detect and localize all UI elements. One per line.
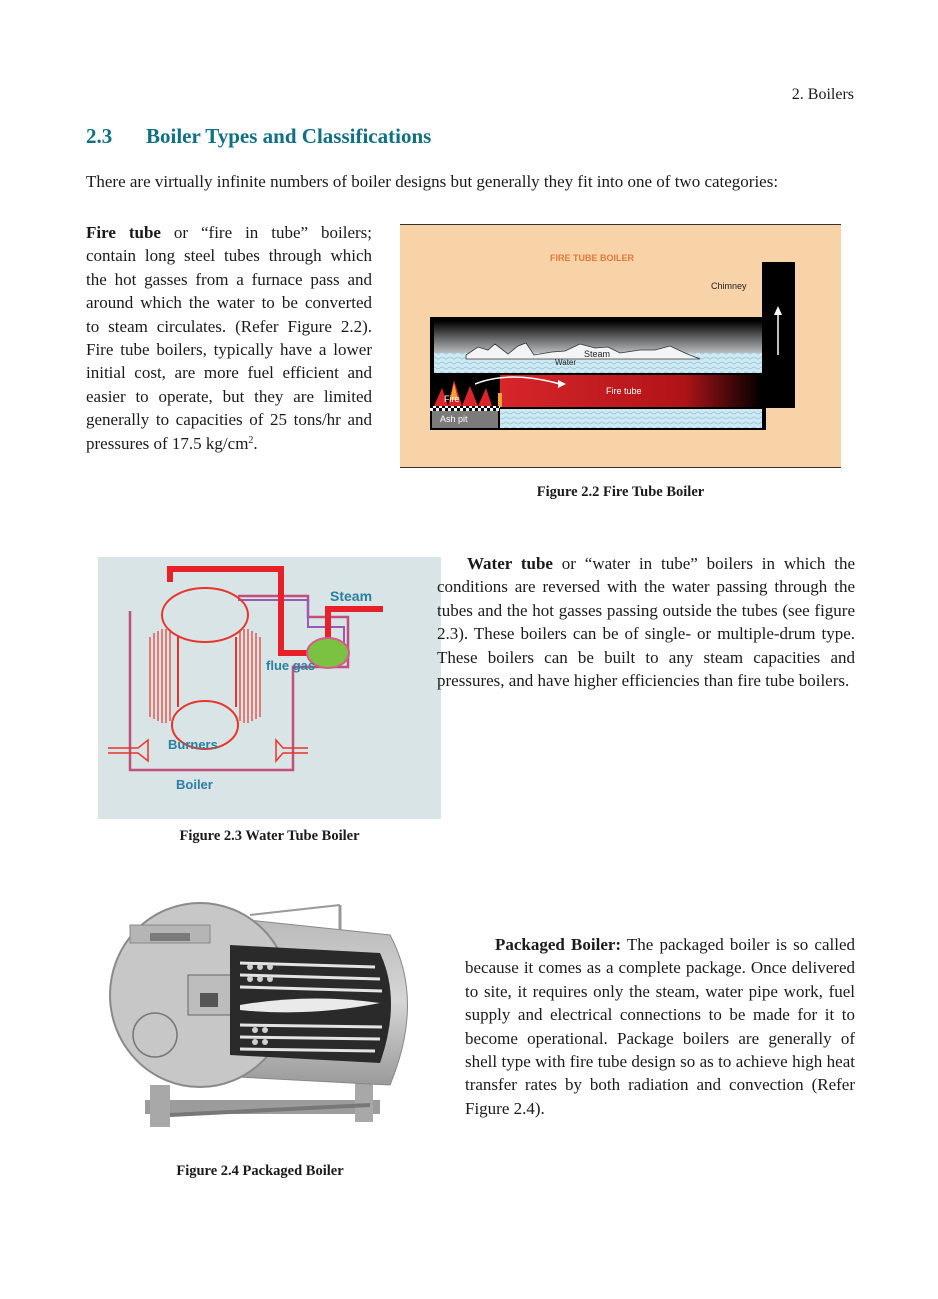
figure-water-tube-boiler (98, 557, 441, 819)
running-head: 2. Boilers (791, 86, 854, 103)
diagram-title: FIRE TUBE BOILER (550, 253, 635, 263)
ash-pit-label: Ash pit (440, 414, 468, 424)
figure-2-3-caption: Figure 2.3 Water Tube Boiler (179, 828, 360, 844)
water-label: Water (555, 358, 577, 367)
burner-left (108, 740, 148, 761)
section-title: Boiler Types and Classifications (146, 124, 432, 148)
fire-tube-paragraph (86, 221, 372, 455)
fire-tube-term: Fire tube (86, 223, 161, 242)
section-number: 2.3 (86, 124, 113, 148)
water-tube-term: Water tube (467, 554, 553, 573)
steam-label: Steam (584, 349, 611, 359)
fire-label: Fire (444, 394, 460, 404)
packaged-boiler-body: The packaged boiler is so called because it comes as a complete package. Once delivered to site, it requires only the steam, water pipe work, fuel supply and electrical connections to be made for it to become operational. Package boilers are generally of shell type with fire tube design so as to achieve high heat transfer rates by both radiation and convection (Refer Figure 2.4). (465, 935, 855, 1118)
fire-tube-body: or “fire in tube” boilers; contain long steel tubes through which the hot gasses from a furnace pass and around which the water to be converted to steam circulates. (Refer Figure 2.2). Fire tube boilers, typically have a lower initial cost, are more fuel efficient and easier to operate, but they are limited generally to capacities of 25 tons/hr and pressures of 17.5 kg/cm (86, 223, 372, 453)
grate (430, 406, 500, 411)
packaged-boiler-image (90, 875, 430, 1155)
fire-tube-label: Fire tube (606, 386, 642, 396)
flue-gas-label: flue gas (266, 658, 316, 673)
packaged-boiler-paragraph (465, 933, 855, 1120)
burners-label: Burners (168, 737, 218, 752)
boiler-label: Boiler (176, 777, 213, 792)
section-heading (86, 124, 431, 149)
tube-bank-right (240, 629, 260, 723)
superscript: 2 (248, 434, 254, 446)
water-tube-body: or “water in tube” boilers in which the conditions are reversed with the water passing through the tubes and the hot gasses passing outside the tubes (see figure 2.3). These boilers can be of single- or multiple-drum type. These boilers can be built to any steam capacities and pressures, and have higher efficiencies than fire tube boilers. (437, 554, 855, 691)
water-tube-diagram (98, 557, 441, 819)
water-tube-paragraph (437, 552, 855, 692)
packaged-boiler-term: Packaged Boiler: (495, 935, 622, 954)
chimney-label: Chimney (711, 281, 747, 291)
nameplate (150, 933, 190, 941)
figure-2-2-caption: Figure 2.2 Fire Tube Boiler (536, 484, 705, 500)
upper-drum (162, 588, 248, 642)
figure-fire-tube-boiler (400, 224, 841, 468)
steam-label: Steam (330, 588, 373, 604)
sentence-end: . (253, 433, 258, 453)
figure-packaged-boiler (90, 875, 430, 1155)
intro-paragraph: There are virtually infinite numbers of boiler designs but generally they fit into one of two categories: (86, 172, 779, 191)
fire-tube-diagram (400, 225, 841, 467)
figure-2-4-caption: Figure 2.4 Packaged Boiler (176, 1163, 344, 1179)
tube-bank-left (150, 629, 170, 723)
